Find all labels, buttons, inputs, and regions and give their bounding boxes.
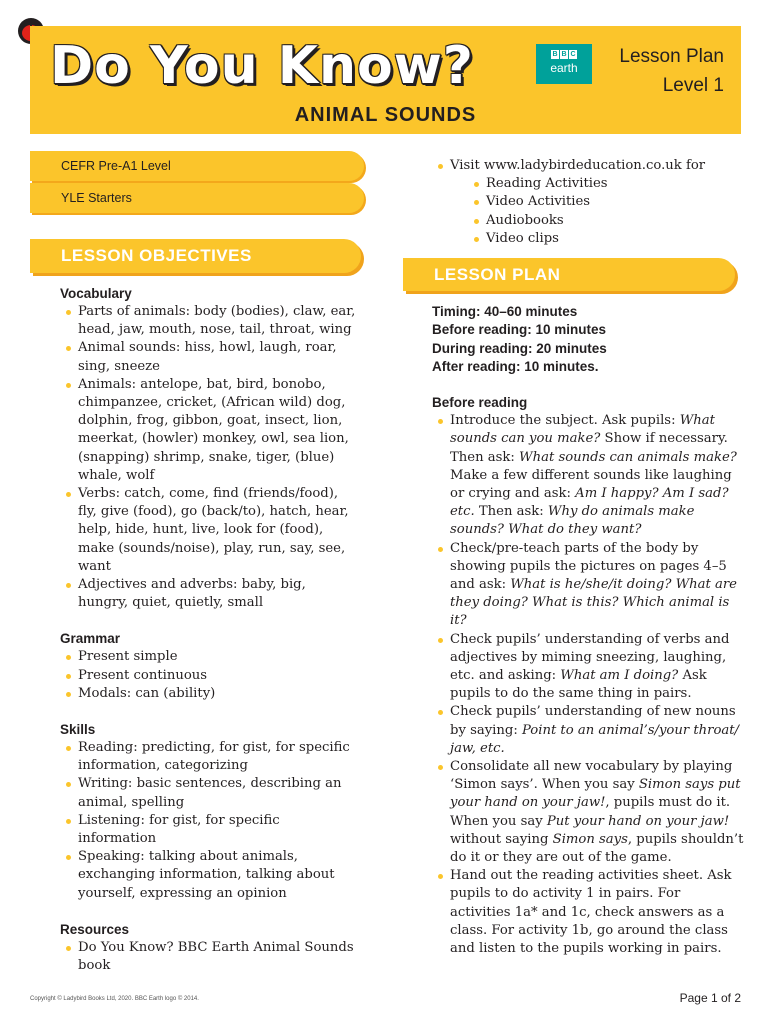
resources-list [60,939,360,975]
list-item: Check/pre-teach parts of the body by showing pupils the pictures on pages 4–5 and ask: What is he/she/it doing? What are they doing? What is this? Which animal is it? [432,540,744,631]
before-reading-heading: Before reading [432,395,528,411]
list-item: Animals: antelope, bat, bird, bonobo, chimpanzee, cricket, (African wild) dog, dolphin, frog, gibbon, goat, insect, lion, meerkat, (howler) monkey, owl, sea lion, (snapping) shrimp, snake, tiger, (blue) whale, wolf [60,376,360,485]
resources-heading: Resources [60,921,130,937]
list-item: Video clips [468,230,744,248]
list-item: Listening: for gist, for specific information [60,812,360,848]
lesson-objectives-title: LESSON OBJECTIVES [61,246,252,265]
bbc-box-b2: B [561,51,567,58]
list-item: Modals: can (ability) [60,685,360,703]
list-item: Check pupils’ understanding of verbs and adjectives by miming sneezing, laughing, etc. and asking: What am I doing? Ask pupils to do the same thing in pairs. [432,631,744,704]
list-item: Introduce the subject. Ask pupils: What sounds can you make? Show if necessary. Then ask: What sounds can animals make? Make a few different sounds like laughing or crying and ask: Am I happy? Am I sad? etc. Then ask: Why do animals make sounds? What do they want? [432,412,744,539]
resources-links [432,157,744,248]
cefr-level-pill [30,151,364,181]
list-item: Hand out the reading activities sheet. Ask pupils to do activity 1 in pairs. For activities 1a* and 1c, check answers as a class. For activity 1b, go around the class and listen to the pupils working in pairs. [432,867,744,958]
bbc-earth-text: earth [550,61,578,75]
copyright-text: Copyright © Ladybird Books Ltd, 2020. BBC Earth logo © 2014. [30,996,199,1002]
list-item: Consolidate all new vocabulary by playing ‘Simon says’. When you say Simon says put your hand on your jaw!, pupils must do it. When you say Put your hand on your jaw! without saying Simon says, pupils shouldn’t do it or they are out of the game. [432,758,744,867]
timing-total: Timing: 40–60 minutes [432,304,578,319]
visit-link-item [432,157,744,248]
bbc-box-c: C [570,51,576,58]
list-item: Do You Know? BBC Earth Animal Sounds book [60,939,360,975]
list-item: Check pupils’ understanding of new nouns by saying: Point to an animal’s/your throat/ jaw, etc. [432,703,744,758]
timing-before: Before reading: 10 minutes [432,322,607,338]
level-label: Level 1 [662,75,724,96]
yle-label: YLE Starters [61,191,132,205]
list-item: Reading: predicting, for gist, for specific information, categorizing [60,739,360,775]
skills-list [60,739,360,903]
list-item: Verbs: catch, come, find (friends/food), fly, give (food), go (back/to), hatch, hear, help, hide, hunt, live, look for (food), make (sounds/noise), play, run, say, see, want [60,485,360,576]
before-reading-list [432,412,744,958]
list-item: Reading Activities [468,175,744,193]
grammar-heading: Grammar [60,631,121,647]
list-item: Audiobooks [468,212,744,230]
visit-text: Visit www.ladybirdeducation.co.uk for [450,158,706,173]
lesson-level-label [619,42,724,100]
bbc-box-b1: B [552,51,558,58]
header-banner [30,26,741,134]
list-item: Writing: basic sentences, describing an animal, spelling [60,775,360,811]
bbc-earth-logo [536,44,592,84]
list-item: Video Activities [468,193,744,211]
lesson-plan-header [403,258,735,291]
cefr-level-label: CEFR Pre-A1 Level [61,159,171,173]
timing-during: During reading: 20 minutes [432,340,607,356]
list-item: Present continuous [60,667,360,685]
lesson-objectives-header [30,239,361,273]
left-column [60,285,360,975]
grammar-list [60,648,360,703]
lesson-plan-label: Lesson Plan [619,46,724,67]
timing-after: After reading: 10 minutes. [432,358,599,374]
list-item: Present simple [60,648,360,666]
lesson-plan-title: LESSON PLAN [434,264,561,284]
vocabulary-list [60,303,360,612]
right-column [432,303,744,958]
list-item: Parts of animals: body (bodies), claw, ear, head, jaw, mouth, nose, tail, throat, wing [60,303,360,339]
yle-pill [30,183,364,213]
list-item: Speaking: talking about animals, exchanging information, talking about yourself, expressing an opinion [60,848,360,903]
subtitle: ANIMAL SOUNDS [294,104,477,126]
vocabulary-heading: Vocabulary [60,286,132,301]
list-item: Animal sounds: hiss, howl, laugh, roar, sing, sneeze [60,339,360,375]
page-number: Page 1 of 2 [679,991,741,1005]
skills-heading: Skills [60,722,96,738]
list-item: Adjectives and adverbs: baby, big, hungry, quiet, quietly, small [60,576,360,612]
page-title: Do You Know? [50,36,474,96]
